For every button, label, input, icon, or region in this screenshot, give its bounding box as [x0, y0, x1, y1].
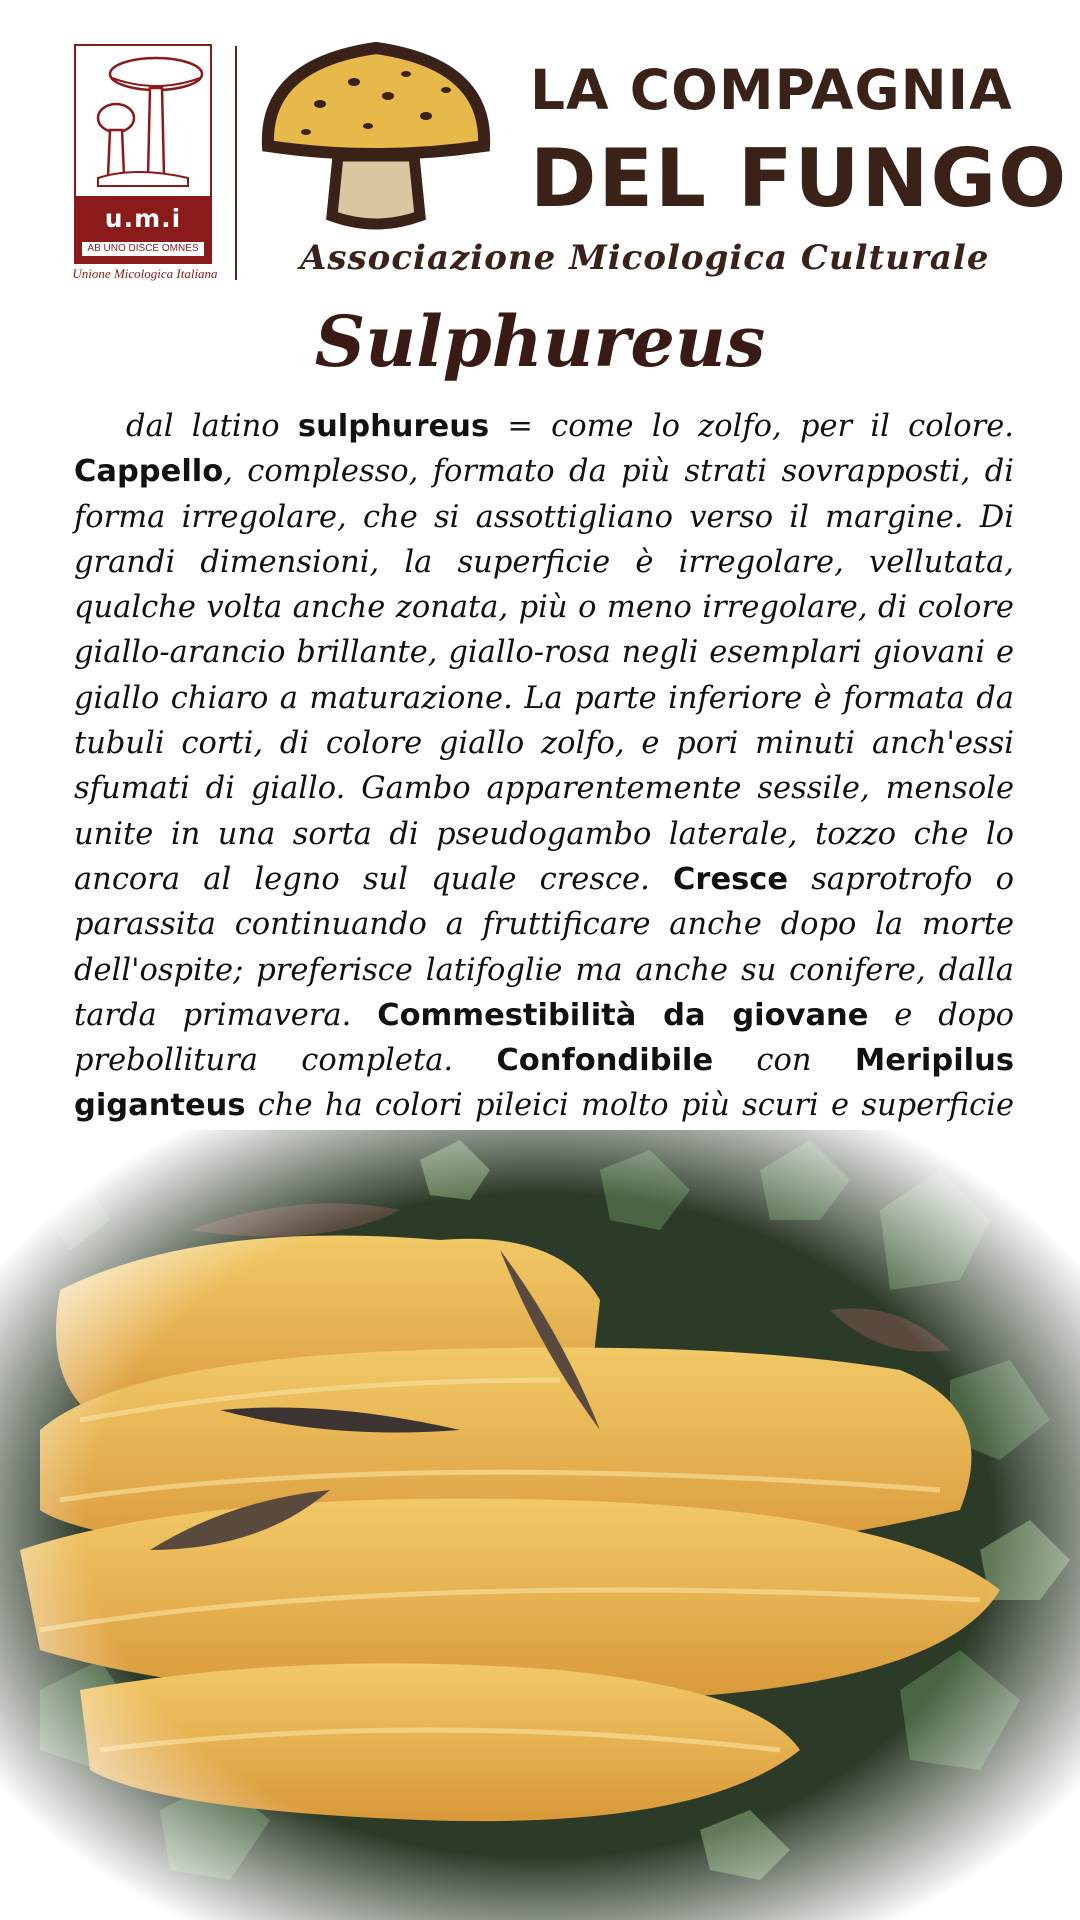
commestibilita-label: Commestibilità da giovane [377, 997, 869, 1033]
intro-rest: = come lo zolfo, per il colore. [489, 409, 1014, 444]
mushroom-logo-icon [256, 34, 496, 238]
mushroom-emblem-icon [76, 46, 210, 196]
umi-logo-band [76, 196, 210, 262]
confondibile-label: Confondibile [496, 1043, 714, 1079]
brand-name-line2: DEL FUNGO [530, 132, 1069, 225]
description-text [74, 404, 1014, 1174]
confondibile-text: con [713, 1043, 855, 1079]
term-label: sulphureus [297, 409, 490, 444]
cappello-label: Cappello [74, 454, 224, 490]
header-divider [235, 46, 237, 280]
species-text: che ha colori pileici molto più scuri e superficie [257, 1088, 1014, 1124]
umi-logo-frame [74, 44, 212, 264]
cresce-text: saprotrofo o parassita continuando a fruttificare anche dopo la morte dell'ospite; preferisce latifoglie ma anche su conifere, dalla tarda primavera. [74, 861, 1014, 1033]
umi-caption: Unione Micologica Italiana [72, 266, 218, 281]
intro-prefix: dal latino [126, 409, 298, 444]
mushroom-photo [0, 1130, 1080, 1920]
umi-logo [72, 44, 218, 281]
page-title: Sulphureus [314, 300, 766, 383]
cappello-text: , complesso, formato da più strati sovrapposti, di forma irregolare, che si assottigliano verso il margine. Di grandi dimensioni, la superficie è irregolare, vellutata, qualche volta anche zonata, più o meno irregolare, di colore giallo-arancio brillante, giallo-rosa negli esemplari giovani e giallo chiaro a maturazione. La parte inferiore è formata da tubuli corti, di colore giallo zolfo, e pori minuti anch'essi sfumati di giallo. Gambo apparentemente sessile, mensole unite in una sorta di pseudogambo laterale, tozzo che lo ancora al legno sul quale cresce. [74, 454, 1014, 897]
commestibilita-text: e dopo prebollitura completa. [74, 997, 1015, 1079]
brand-subtitle: Associazione Micologica Culturale [300, 238, 990, 278]
brand-name-line1: LA COMPAGNIA [530, 58, 1013, 122]
umi-motto: AB UNO DISCE OMNES [82, 242, 204, 256]
cresce-label: Cresce [673, 861, 789, 897]
species-label: Meripilus giganteus [74, 1043, 1014, 1124]
umi-letters: u.m.i [104, 204, 182, 233]
